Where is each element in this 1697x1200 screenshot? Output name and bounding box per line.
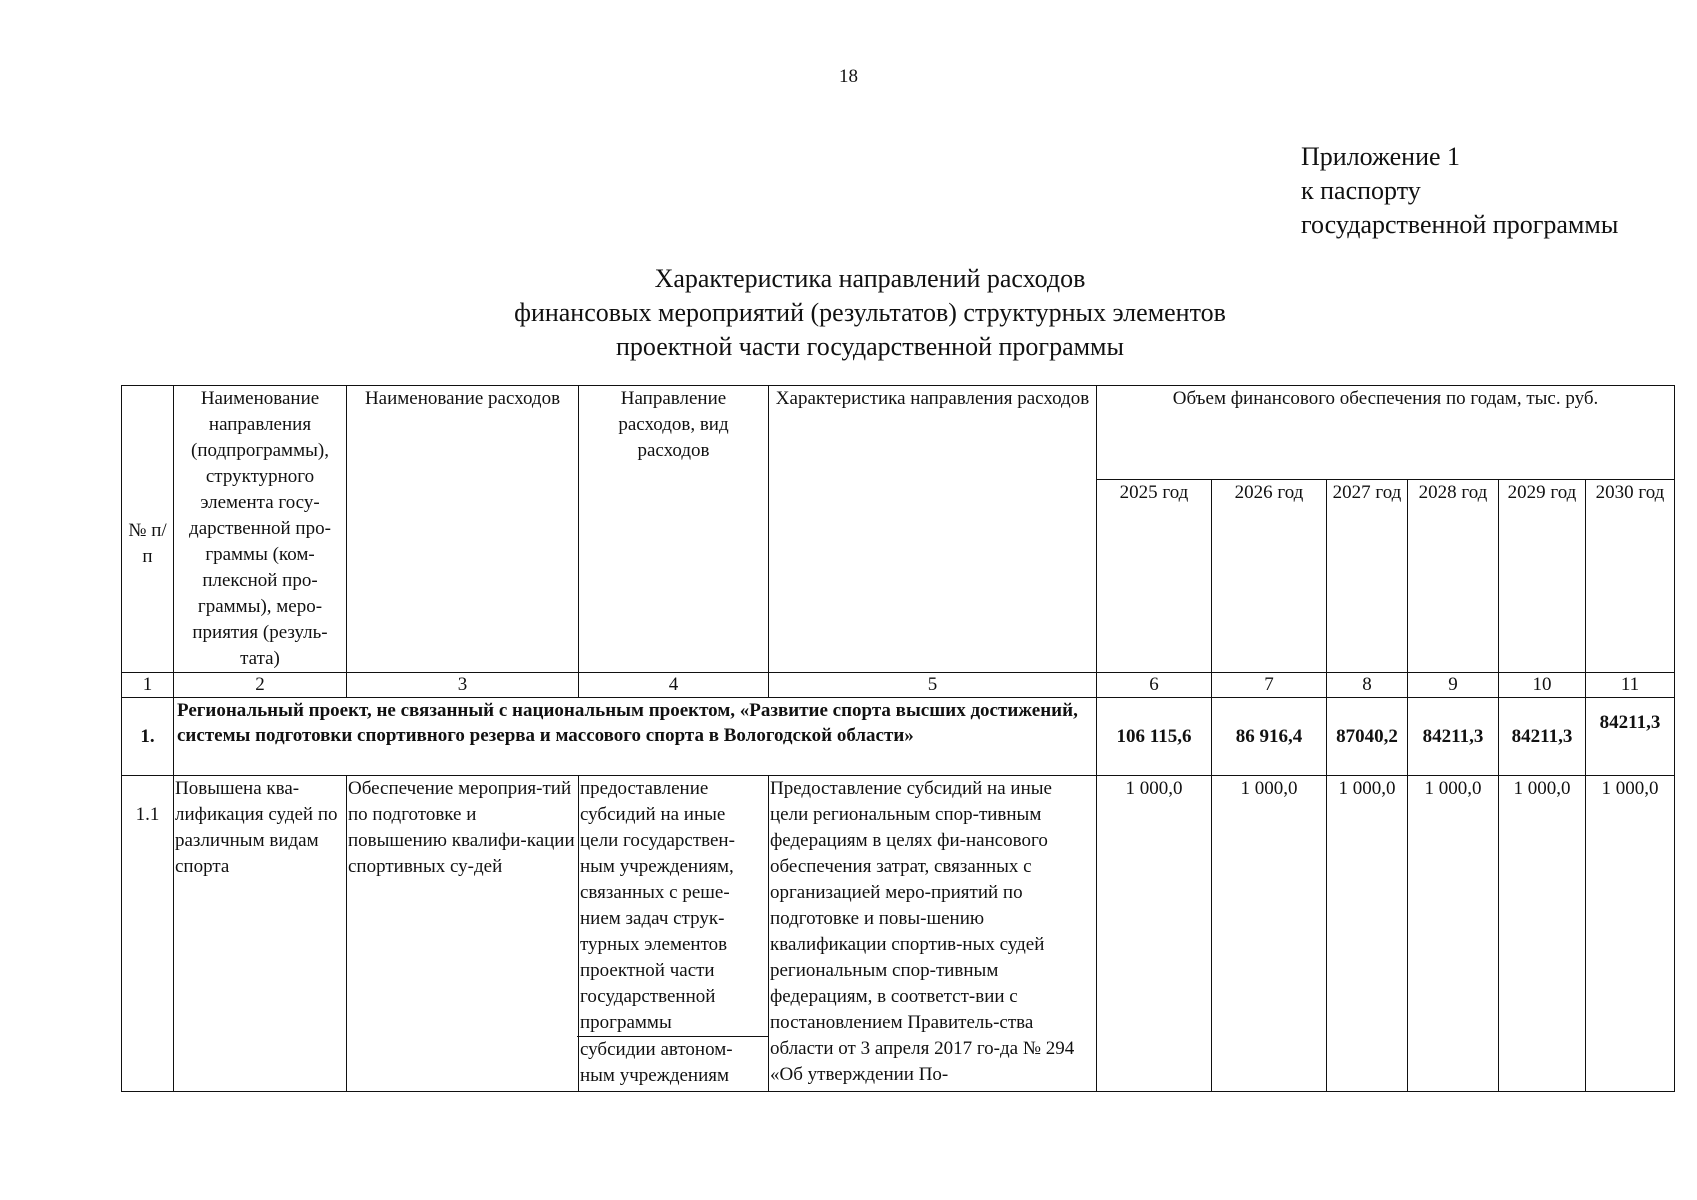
colnum-6: 6: [1097, 673, 1212, 698]
annex-line-1: Приложение 1: [1301, 142, 1461, 171]
colnum-7: 7: [1212, 673, 1327, 698]
title-line-3: проектной части государственной программы: [616, 332, 1124, 361]
row-2-2027: 1 000,0: [1327, 776, 1408, 1092]
header-row-1: [122, 386, 1675, 480]
row-1-2029: 84211,3: [1499, 698, 1586, 776]
row-2-direction-b: субсидии автоном-ным учреждениям: [577, 1036, 768, 1089]
header-year-2027: 2027 год: [1327, 479, 1408, 672]
page-number: 18: [839, 66, 858, 87]
row-2-no: 1.1: [122, 776, 174, 1092]
row-2-characteristic: Предоставление субсидий на иные цели региональным спор-тивным федерациям в целях фи-нансового обеспечения затрат, связанных с организацией меро-приятий по подготовке и повы-шению квалификации спортив-ных судей региональным спор-тивным федерациям, в соответст-вии с постановлением Правитель-ства области от 3 апреля 2017 го-да № 294 «Об утверждении По-: [769, 776, 1097, 1092]
colnum-4: 4: [579, 673, 769, 698]
header-year-2029: 2029 год: [1499, 479, 1586, 672]
row-2-direction-a: предоставление субсидий на иные цели государствен-ным учреждениям, связанных с реше-нием задач струк-турных элементов проектной части государственной программы: [580, 778, 735, 1033]
colnum-5: 5: [769, 673, 1097, 698]
row-1-2027: 87040,2: [1327, 698, 1408, 776]
row-2-2030: 1 000,0: [1586, 776, 1675, 1092]
row-1-2025: 106 115,6: [1097, 698, 1212, 776]
colnum-11: 11: [1586, 673, 1675, 698]
header-expense: Наименование расходов: [347, 386, 579, 673]
colnum-1: 1: [122, 673, 174, 698]
title-line-1: Характеристика направлений расходов: [654, 264, 1086, 293]
row-2-name: Повышена ква-лификация судей по различным видам спорта: [174, 776, 347, 1092]
colnum-9: 9: [1408, 673, 1499, 698]
row-2-expense: Обеспечение мероприя-тий по подготовке и повышению квалифи-кации спортивных су-дей: [347, 776, 579, 1092]
title-line-2: финансовых мероприятий (результатов) структурных элементов: [514, 298, 1226, 327]
header-no: № п/п: [122, 386, 174, 673]
annex-line-3: государственной программы: [1301, 210, 1619, 239]
row-2-2026: 1 000,0: [1212, 776, 1327, 1092]
header-year-2026: 2026 год: [1212, 479, 1327, 672]
table-row: [122, 776, 1675, 1092]
row-2-2025: 1 000,0: [1097, 776, 1212, 1092]
table-row: [122, 698, 1675, 776]
row-2-2028: 1 000,0: [1408, 776, 1499, 1092]
annex-block: [1301, 140, 1618, 242]
colnum-3: 3: [347, 673, 579, 698]
header-year-2030: 2030 год: [1586, 479, 1675, 672]
row-1-2028: 84211,3: [1408, 698, 1499, 776]
header-year-2028: 2028 год: [1408, 479, 1499, 672]
row-1-no: 1.: [122, 698, 174, 776]
colnum-2: 2: [174, 673, 347, 698]
colnum-10: 10: [1499, 673, 1586, 698]
header-year-2025: 2025 год: [1097, 479, 1212, 672]
row-2-direction: [579, 776, 769, 1092]
header-name: Наименование направления (подпрограммы), структурного элемента госу-дарственной про-граммы (ком-плексной про-граммы), меро-приятия (резуль-тата): [174, 386, 347, 673]
row-2-2029: 1 000,0: [1499, 776, 1586, 1092]
colnum-8: 8: [1327, 673, 1408, 698]
header-characteristic: Характеристика направления расходов: [769, 386, 1097, 673]
row-1-2030: 84211,3: [1586, 698, 1675, 776]
annex-line-2: к паспорту: [1301, 176, 1421, 205]
row-1-name: Региональный проект, не связанный с национальным проектом, «Развитие спорта высших достижений, системы подготовки спортивного резерва и массового спорта в Вологодской области»: [174, 698, 1097, 776]
expense-table: [121, 385, 1675, 1092]
column-number-row: [122, 673, 1675, 698]
header-volume: Объем финансового обеспечения по годам, тыс. руб.: [1097, 386, 1675, 480]
document-title: [0, 262, 1697, 364]
row-1-2026: 86 916,4: [1212, 698, 1327, 776]
header-direction: Направление расходов, вид расходов: [579, 386, 769, 673]
